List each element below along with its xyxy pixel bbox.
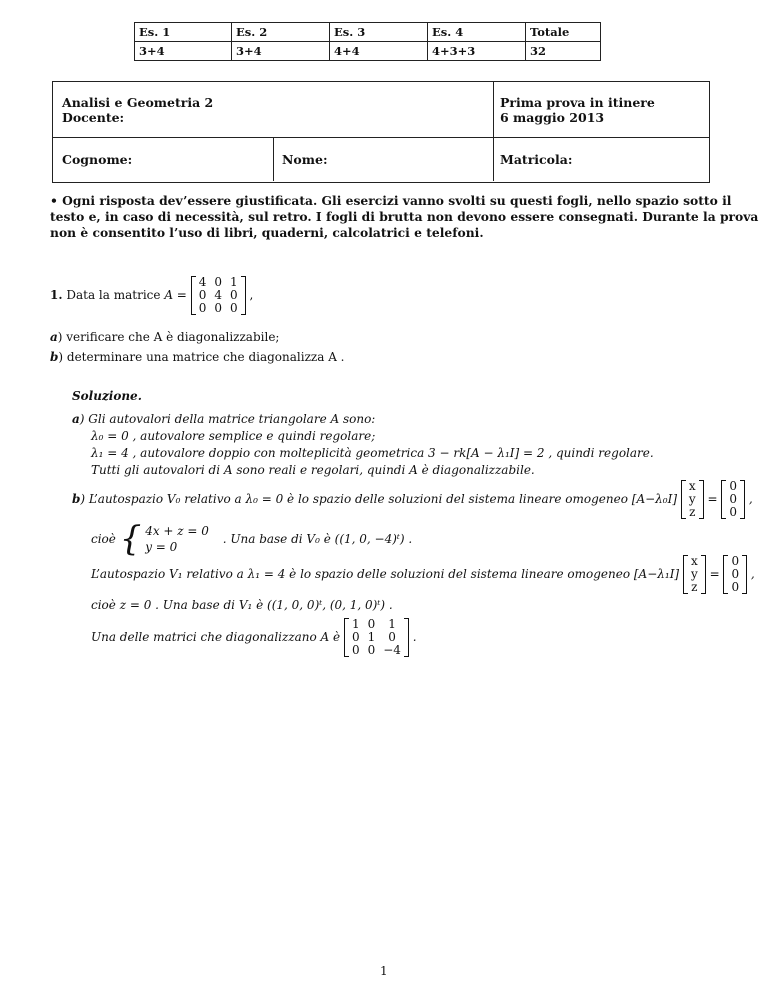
solution-a-line: a) Gli autovalori della matrice triangolare A sono: [72,412,376,426]
score-value: 4+3+3 [428,42,526,61]
divider [52,137,709,138]
score-value: 32 [526,42,601,61]
score-value: 3+4 [135,42,232,61]
exercise-statement: 1. Data la matrice A = 4 0 1 0 4 0 0 0 0 , [50,275,254,315]
matrix-a: 4 0 1 0 4 0 0 0 0 [191,276,246,315]
score-value-row [135,42,601,61]
score-table [134,22,601,61]
exam-date: 6 maggio 2013 [500,110,605,125]
name-field: Nome: [282,152,328,167]
solution-base-v1: cioè z = 0 . Una base di V₁ è ((1, 0, 0)ᵗ, (0, 1, 0)ᵗ) . [91,598,393,612]
id-field: Matricola: [500,152,573,167]
instructions-line: testo e, in caso di necessità, sul retro. I fogli di brutta non devono essere consegnati. Durante la prova [50,209,759,224]
solution-diag-line: Una delle matrici che diagonalizzano A è 1 0 1 0 1 0 0 0 −4 . [91,617,417,657]
solution-a-line: Tutti gli autovalori di A sono reali e regolari, quindi A è diagonalizzabile. [91,463,535,477]
solution-b-line: b) L’autospazio V₀ relativo a λ₀ = 0 è lo spazio delle soluzioni del sistema lineare omogeneo [A−λ₀I] x y z = 0 0 0 , [72,479,753,519]
vector-xyz: x y z [683,555,706,594]
vector-xyz: x y z [681,480,704,519]
matrix-name: A = [164,288,187,302]
score-header: Es. 3 [330,23,428,42]
item-b: b) determinare una matrice che diagonalizza A . [50,350,345,364]
diagonalizing-matrix: 1 0 1 0 1 0 0 0 −4 [344,618,409,657]
solution-a-line: λ₁ = 4 , autovalore doppio con molteplicità geometrica 3 − rk[A − λ₁I] = 2 , quindi regolare. [91,446,654,460]
item-a: a) verificare che A è diagonalizzabile; [50,330,280,344]
page-number: 1 [380,964,388,978]
solution-v1-line: L’autospazio V₁ relativo a λ₁ = 4 è lo spazio delle soluzioni del sistema lineare omogeneo [A−λ₁I] x y z = 0 0 0 , [91,554,755,594]
divider [273,137,274,181]
solution-a-line: λ₀ = 0 , autovalore semplice e quindi regolare; [91,429,376,443]
score-value: 3+4 [232,42,330,61]
score-header-row [135,23,601,42]
score-header: Totale [526,23,601,42]
vector-zero: 0 0 0 [721,480,745,519]
solution-title: Soluzione. [72,389,142,403]
vector-zero: 0 0 0 [723,555,747,594]
score-header: Es. 1 [135,23,232,42]
instructions-line: non è consentito l’uso di libri, quaderni, calcolatrici e telefoni. [50,225,484,240]
system-line: cioè { 4x + z = 0 y = 0 . Una base di V₀ è ((1, 0, −4)ᵗ) . [91,519,413,559]
exercise-number: 1. [50,288,63,302]
score-value: 4+4 [330,42,428,61]
course-title: Analisi e Geometria 2 [62,95,214,110]
exercise-intro: Data la matrice [66,288,161,302]
teacher-label: Docente: [62,110,125,125]
exam-title: Prima prova in itinere [500,95,655,110]
surname-field: Cognome: [62,152,133,167]
divider [493,81,494,181]
score-header: Es. 2 [232,23,330,42]
instructions-line: • Ogni risposta dev’essere giustificata. Gli esercizi vanno svolti su questi fogli, nello spazio sotto il [50,193,732,208]
score-header: Es. 4 [428,23,526,42]
